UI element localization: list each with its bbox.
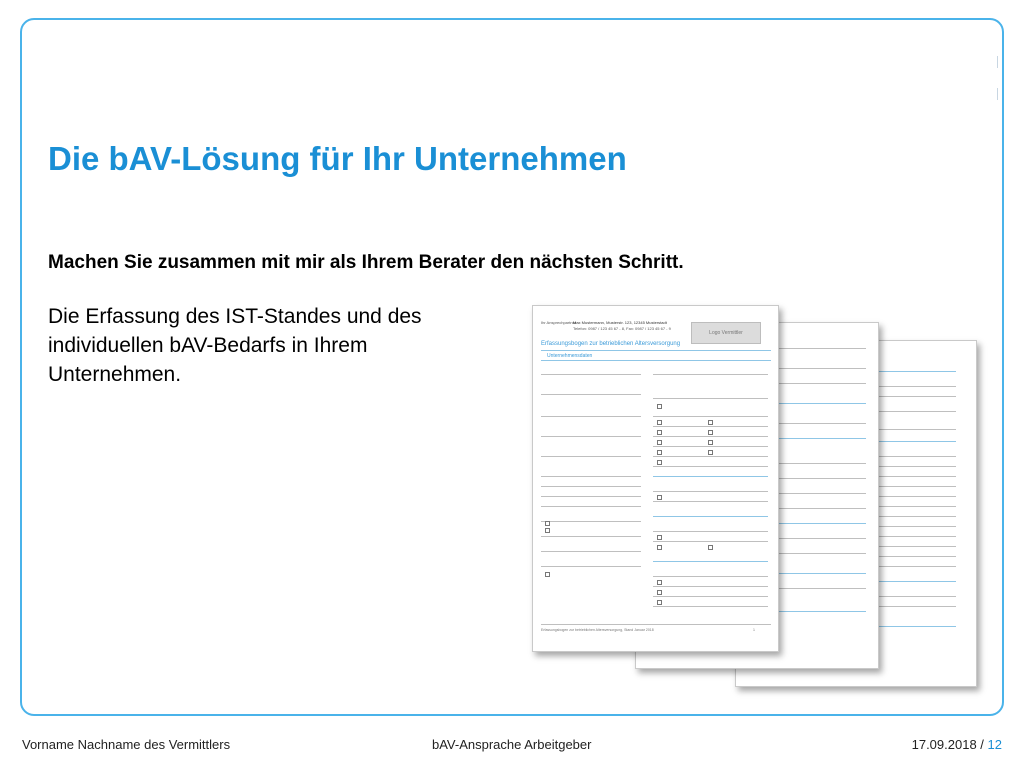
slide-title: Die bAV-Lösung für Ihr Unternehmen [48, 140, 627, 177]
form-section-heading: Unternehmensdaten [547, 353, 593, 359]
form-contact-label: Ihr Ansprechpartner: [541, 320, 578, 325]
footer-date: 17.09.2018 / [911, 737, 984, 752]
form-contact-phone: Telefon: 0987 / 123 45 67 - 8, Fax: 0987 / 123 45 67 - 9 [573, 326, 671, 331]
slide-body-text: Die Erfassung des IST-Standes und des individuellen bAV-Bedarfs in Ihrem Unternehmen. [48, 305, 422, 386]
frame-tick-mark [997, 56, 998, 68]
slide-subtitle: Machen Sie zusammen mit mir als Ihrem Berater den nächsten Schritt. [48, 252, 684, 273]
footer-presenter-name: Vorname Nachname des Vermittlers [22, 737, 231, 752]
form-page-number: 1 [753, 628, 755, 632]
form-title: Erfassungsbogen zur betrieblichen Altersversorgung [541, 341, 681, 347]
form-contact-name: Max Mustermann, Musterstr. 123, 12345 Musterstadt [573, 320, 667, 325]
frame-tick-mark [997, 88, 998, 100]
footer-presentation-title: bAV-Ansprache Arbeitgeber [432, 737, 592, 752]
footer-page-number: 12 [987, 737, 1002, 752]
form-footer-text: Erfassungsbogen zur betrieblichen Altersversorgung, Stand Januar 2018 [541, 628, 654, 632]
vermittler-logo-placeholder: Logo Vermittler [691, 322, 761, 344]
footer-date-page [912, 737, 1002, 752]
form-thumbnail-front [532, 305, 779, 652]
